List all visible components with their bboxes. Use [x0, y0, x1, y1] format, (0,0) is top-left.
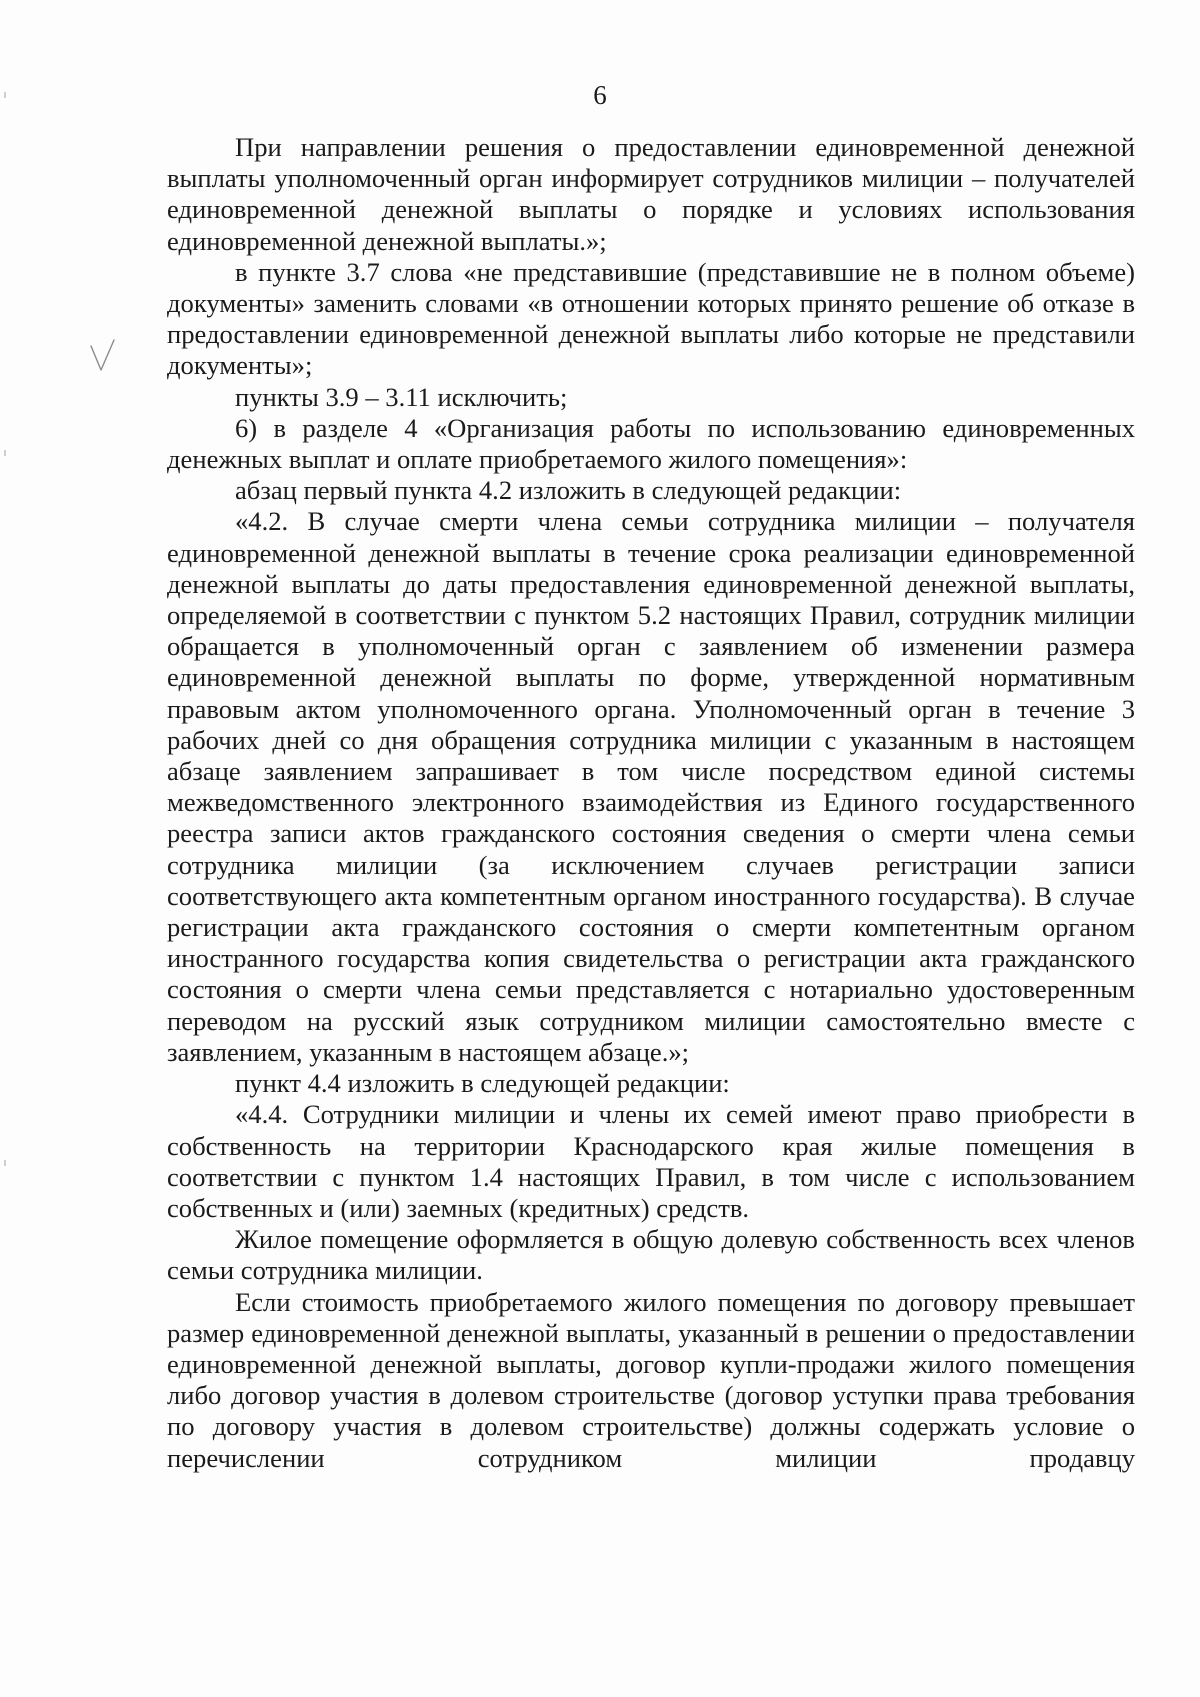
paragraph: Жилое помещение оформляется в общую долевую собственность всех членов семьи сотрудника милиции. — [167, 1224, 1135, 1286]
paragraph: «4.2. В случае смерти члена семьи сотрудника милиции – получателя единовременной денежной выплаты в течение срока реализации единовременной денежной выплаты до даты предоставления единовременной денежной выплаты, определяемой в соответствии с пунктом 5.2 настоящих Правил, сотрудник милиции обращается в уполномоченный орган с заявлением об изменении размера единовременной денежной выплаты по форме, утвержденной нормативным правовым актом уполномоченного органа. Уполномоченный орган в течение 3 рабочих дней со дня обращения сотрудника милиции с указанным в настоящем абзаце заявлением запрашивает в том числе посредством единой системы межведомственного электронного взаимодействия из Единого государственного реестра записи актов гражданского состояния сведения о смерти члена семьи сотрудника милиции (за исключением случаев регистрации записи соответствующего акта компетентным органом иностранного государства). В случае регистрации акта гражданского состояния о смерти компетентным органом иностранного государства копия свидетельства о регистрации акта гражданского состояния о смерти члена семьи представляется с нотариально удостоверенным переводом на русский язык сотрудником милиции самостоятельно вместе с заявлением, указанным в настоящем абзаце.»; — [167, 506, 1135, 1067]
paragraph: пункт 4.4 изложить в следующей редакции: — [235, 1068, 730, 1099]
page-number: 6 — [593, 80, 607, 110]
scan-speck — [4, 1160, 6, 1166]
paragraph: «4.4. Сотрудники милиции и члены их семей имеют право приобрести в собственность на территории Краснодарского края жилые помещения в соответствии с пунктом 1.4 настоящих Правил, в том числе с использованием собственных и (или) заемных (кредитных) средств. — [167, 1099, 1135, 1223]
paragraph: При направлении решения о предоставлении единовременной денежной выплаты уполномоченный орган информирует сотрудников милиции – получателей единовременной денежной выплаты о порядке и условиях использования единовременной денежной выплаты.»; — [167, 132, 1135, 256]
paragraph: Если стоимость приобретаемого жилого помещения по договору превышает размер единовременной денежной выплаты, указанный в решении о предоставлении единовременной денежной выплаты, договор купли-продажи жилого помещения либо договор участия в долевом строительстве (договор уступки права требования по договору участия в долевом строительстве) должны содержать условие о перечислении сотрудником милиции продавцу — [167, 1286, 1135, 1473]
scan-speck — [4, 450, 6, 456]
paragraph: в пункте 3.7 слова «не представившие (представившие не в полном объеме) документы» заменить словами «в отношении которых принято решение об отказе в предоставлении единовременной денежной выплаты либо которые не представили документы»; — [167, 256, 1135, 381]
document-body — [167, 132, 1135, 1474]
paragraph: 6) в разделе 4 «Организация работы по использованию единовременных денежных выплат и оплате приобретаемого жилого помещения»: — [167, 412, 1135, 475]
paragraph: пункты 3.9 – 3.11 исключить; — [235, 381, 568, 412]
checkmark-icon — [88, 336, 118, 376]
paragraph: абзац первый пункта 4.2 изложить в следующей редакции: — [235, 475, 902, 506]
